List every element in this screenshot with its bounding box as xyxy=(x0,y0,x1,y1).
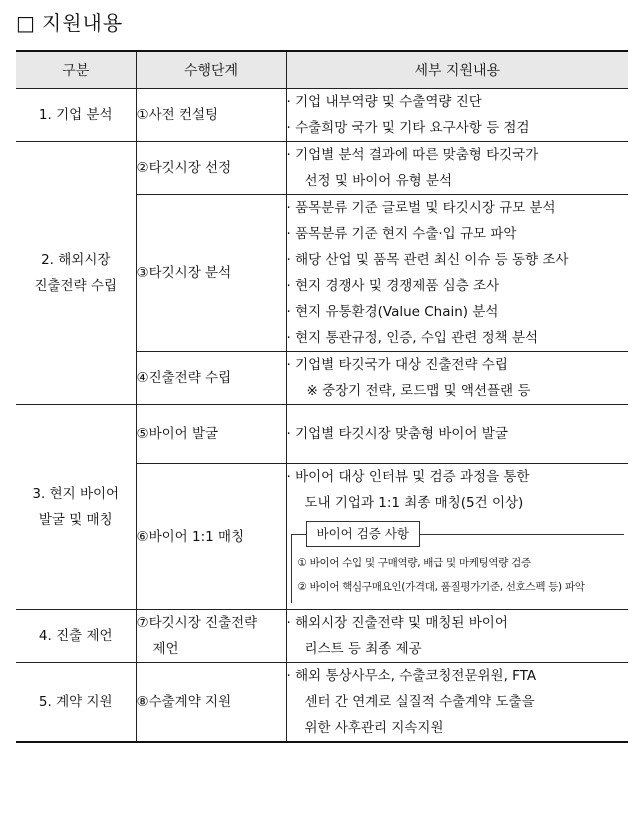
detail-cell xyxy=(286,195,628,352)
detail-line: · 기업 내부역량 및 수출역량 진단 xyxy=(286,94,482,110)
detail-line: · 품목분류 기준 현지 수출·입 규모 파악 xyxy=(286,226,517,242)
verification-title: 바이어 검증 사항 xyxy=(306,521,420,547)
category-cell: 1. 기업 분석 xyxy=(16,89,136,142)
detail-cell xyxy=(286,464,628,610)
detail-line: · 현지 유통환경(Value Chain) 분석 xyxy=(286,304,499,320)
stage-cell: ⑦타깃시장 진출전략 제언 xyxy=(136,610,286,663)
stage-cell: ⑤바이어 발굴 xyxy=(136,405,286,464)
detail-cell xyxy=(286,405,628,464)
stage-cell: ⑥바이어 1:1 매칭 xyxy=(136,464,286,610)
buyer-verification-box xyxy=(291,526,625,603)
detail-line: · 바이어 대상 인터뷰 및 검증 과정을 통한 xyxy=(286,469,530,485)
detail-line: · 기업별 타깃국가 대상 진출전략 수립 xyxy=(286,357,508,373)
table-row xyxy=(16,89,628,142)
detail-line: · 기업별 타깃시장 맞춤형 바이어 발굴 xyxy=(286,426,508,442)
detail-line: 센터 간 연계로 실질적 수출계약 도출을 xyxy=(304,694,535,710)
section-title xyxy=(16,8,123,38)
detail-cell xyxy=(286,89,628,142)
detail-line: · 해당 산업 및 품목 관련 최신 이슈 등 동향 조사 xyxy=(286,252,569,268)
checkbox-square-icon: □ xyxy=(16,11,36,35)
category-cell: 5. 계약 지원 xyxy=(16,663,136,743)
detail-line: · 해외시장 진출전략 및 매칭된 바이어 xyxy=(286,615,508,631)
section-title-text: 지원내용 xyxy=(41,11,124,35)
detail-cell xyxy=(286,142,628,195)
detail-cell xyxy=(286,352,628,405)
support-content-table xyxy=(16,50,628,743)
verification-item: ② 바이어 핵심구매요인(가격대, 품질평가기준, 선호스펙 등) 파악 xyxy=(297,581,585,593)
table-header-row xyxy=(16,51,628,89)
detail-line: · 품목분류 기준 글로벌 및 타깃시장 규모 분석 xyxy=(286,200,556,216)
category-cell: 4. 진출 제언 xyxy=(16,610,136,663)
detail-cell xyxy=(286,663,628,743)
header-category: 구분 xyxy=(16,51,136,89)
detail-line: 위한 사후관리 지속지원 xyxy=(304,720,444,736)
stage-cell: ②타깃시장 선정 xyxy=(136,142,286,195)
stage-cell: ④진출전략 수립 xyxy=(136,352,286,405)
header-detail: 세부 지원내용 xyxy=(286,51,628,89)
detail-line: · 수출희망 국가 및 기타 요구사항 등 점검 xyxy=(286,120,530,136)
detail-line: 선정 및 바이어 유형 분석 xyxy=(304,173,453,189)
verification-item: ① 바이어 수입 및 구매역량, 배급 및 마케팅역량 검증 xyxy=(297,557,531,569)
detail-line: · 해외 통상사무소, 수출코칭전문위원, FTA xyxy=(286,668,537,684)
category-cell: 2. 해외시장 진출전략 수립 xyxy=(16,142,136,405)
table-row xyxy=(16,610,628,663)
detail-cell xyxy=(286,610,628,663)
detail-line: · 현지 경쟁사 및 경쟁제품 심층 조사 xyxy=(286,278,500,294)
stage-cell: ⑧수출계약 지원 xyxy=(136,663,286,743)
table-row xyxy=(16,405,628,464)
detail-line: 리스트 등 최종 제공 xyxy=(304,641,422,657)
table-row xyxy=(16,142,628,195)
category-cell: 3. 현지 바이어 발굴 및 매칭 xyxy=(16,405,136,610)
detail-line: 도내 기업과 1:1 최종 매칭(5건 이상) xyxy=(304,495,524,511)
detail-note: ※ 중장기 전략, 로드맵 및 액션플랜 등 xyxy=(306,383,531,399)
table-row xyxy=(16,663,628,743)
header-stage: 수행단계 xyxy=(136,51,286,89)
stage-cell: ③타깃시장 분석 xyxy=(136,195,286,352)
detail-line: · 기업별 분석 결과에 따른 맞춤형 타깃국가 xyxy=(286,147,539,163)
stage-cell: ①사전 컨설팅 xyxy=(136,89,286,142)
detail-line: · 현지 통관규정, 인증, 수입 관련 정책 분석 xyxy=(286,330,539,346)
